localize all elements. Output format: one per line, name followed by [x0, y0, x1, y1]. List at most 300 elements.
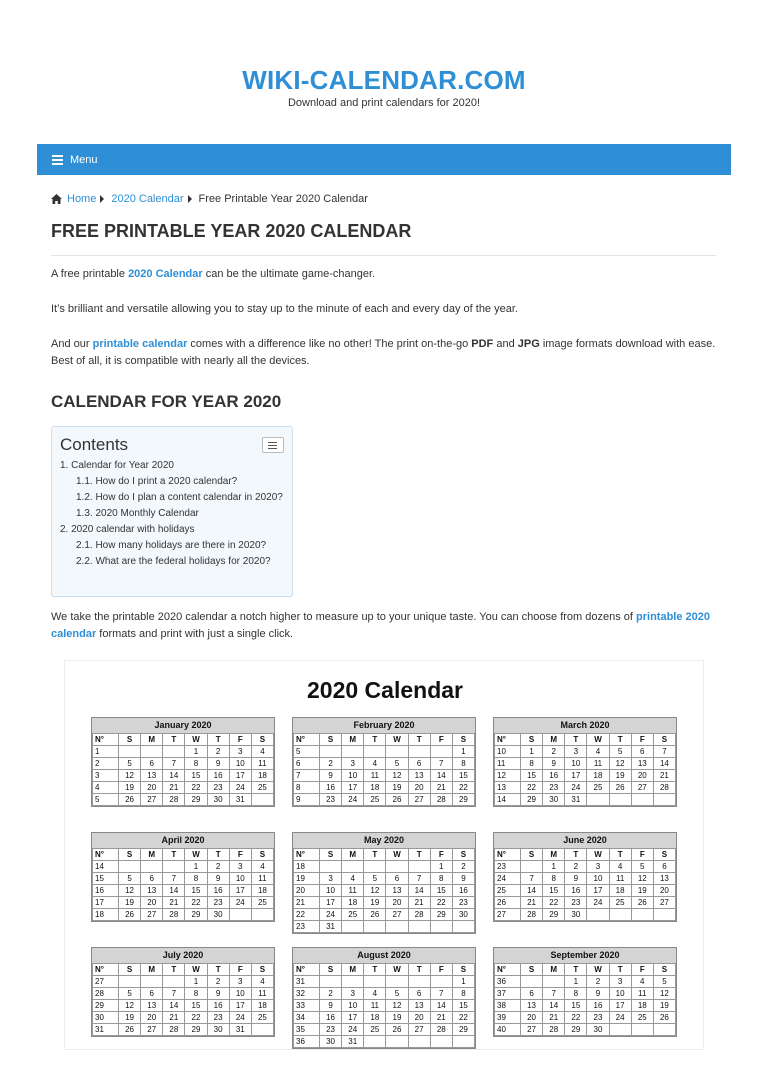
week-number-cell: 14	[93, 861, 119, 873]
toc-item[interactable]: 1. Calendar for Year 2020	[60, 460, 174, 471]
day-cell: 19	[386, 782, 408, 794]
weekday-header: S	[119, 734, 141, 746]
day-cell: 5	[653, 976, 675, 988]
day-cell: 14	[408, 885, 430, 897]
day-cell: 25	[364, 794, 386, 806]
week-number-cell: 31	[294, 976, 320, 988]
day-cell: 25	[364, 1024, 386, 1036]
day-cell: 19	[364, 897, 386, 909]
weekday-header: T	[207, 964, 229, 976]
day-cell: 17	[229, 1000, 251, 1012]
week-number-cell: 17	[93, 897, 119, 909]
week-number-cell: 7	[294, 770, 320, 782]
day-cell: 7	[408, 873, 430, 885]
day-cell: 20	[408, 1012, 430, 1024]
week-row	[495, 988, 676, 1000]
weekday-header: W	[587, 849, 609, 861]
day-cell: 27	[631, 782, 653, 794]
day-cell: 11	[364, 770, 386, 782]
day-cell: 18	[631, 1000, 653, 1012]
day-cell: 19	[631, 885, 653, 897]
day-cell	[631, 909, 653, 921]
day-cell: 23	[587, 1012, 609, 1024]
day-cell: 30	[207, 909, 229, 921]
toc-item[interactable]: 1.3. 2020 Monthly Calendar	[76, 508, 199, 519]
day-cell: 29	[543, 909, 565, 921]
weekday-header: S	[452, 734, 474, 746]
week-row	[294, 1036, 475, 1048]
day-cell: 13	[521, 1000, 543, 1012]
day-cell: 25	[251, 897, 273, 909]
week-row	[495, 758, 676, 770]
day-cell: 11	[587, 758, 609, 770]
day-cell	[141, 861, 163, 873]
day-cell: 18	[251, 770, 273, 782]
day-cell: 13	[631, 758, 653, 770]
day-cell: 9	[565, 873, 587, 885]
week-number-cell: 2	[93, 758, 119, 770]
site-description: Download and print calendars for 2020!	[287, 97, 480, 109]
day-cell	[320, 976, 342, 988]
week-row	[294, 746, 475, 758]
day-cell: 20	[386, 897, 408, 909]
day-cell: 12	[386, 1000, 408, 1012]
day-cell: 5	[119, 758, 141, 770]
toc-item[interactable]: 2.2. What are the federal holidays for 2020?	[76, 556, 271, 567]
day-cell: 12	[364, 885, 386, 897]
day-cell: 2	[320, 988, 342, 1000]
week-row	[294, 897, 475, 909]
menu-label[interactable]: Menu	[70, 153, 98, 166]
day-cell: 13	[141, 770, 163, 782]
day-cell: 23	[565, 897, 587, 909]
day-cell	[430, 976, 452, 988]
weekday-header: F	[430, 849, 452, 861]
weekday-header: S	[320, 734, 342, 746]
day-cell: 30	[452, 909, 474, 921]
weekday-header: M	[342, 849, 364, 861]
breadcrumb-home-link[interactable]: Home	[67, 193, 97, 205]
day-cell: 15	[565, 1000, 587, 1012]
day-cell: 11	[631, 988, 653, 1000]
day-cell: 1	[452, 746, 474, 758]
day-cell	[251, 794, 273, 806]
day-cell: 5	[364, 873, 386, 885]
month-table	[292, 832, 476, 934]
day-cell: 31	[320, 921, 342, 933]
day-cell: 5	[386, 988, 408, 1000]
day-cell	[141, 746, 163, 758]
day-cell: 19	[653, 1000, 675, 1012]
intro-paragraph: A free printable 2020 Calendar can be the ultimate game-changer.	[51, 268, 376, 280]
week-row	[93, 794, 274, 806]
day-cell: 26	[119, 1024, 141, 1036]
day-cell	[386, 1036, 408, 1048]
day-cell	[251, 1024, 273, 1036]
week-row	[93, 897, 274, 909]
weekday-header: M	[543, 964, 565, 976]
day-cell: 28	[430, 1024, 452, 1036]
week-row	[495, 861, 676, 873]
weekday-header: T	[565, 734, 587, 746]
day-cell: 7	[543, 988, 565, 1000]
week-row	[294, 782, 475, 794]
weekday-header: T	[207, 849, 229, 861]
day-cell: 17	[609, 1000, 631, 1012]
day-cell: 1	[452, 976, 474, 988]
day-cell: 16	[543, 770, 565, 782]
week-number-cell: 35	[294, 1024, 320, 1036]
day-cell: 28	[430, 794, 452, 806]
day-cell: 5	[119, 873, 141, 885]
day-cell	[364, 921, 386, 933]
week-number-cell: 24	[495, 873, 521, 885]
week-row	[93, 746, 274, 758]
day-cell: 16	[565, 885, 587, 897]
day-cell: 22	[185, 782, 207, 794]
day-cell: 3	[229, 976, 251, 988]
day-cell: 8	[185, 758, 207, 770]
day-cell: 9	[587, 988, 609, 1000]
day-cell: 7	[163, 988, 185, 1000]
day-cell: 22	[185, 897, 207, 909]
week-row	[294, 921, 475, 933]
day-cell: 11	[251, 988, 273, 1000]
day-cell: 14	[521, 885, 543, 897]
weekday-header: T	[163, 734, 185, 746]
week-number-cell: 29	[93, 1000, 119, 1012]
week-number-cell: 30	[93, 1012, 119, 1024]
day-cell: 23	[320, 1024, 342, 1036]
day-cell: 29	[452, 794, 474, 806]
day-cell: 25	[342, 909, 364, 921]
calendar-image[interactable]	[64, 660, 704, 1050]
day-cell: 22	[452, 782, 474, 794]
table-of-contents	[51, 426, 293, 597]
day-cell: 12	[631, 873, 653, 885]
week-number-cell: 20	[294, 885, 320, 897]
day-cell	[386, 976, 408, 988]
day-cell: 22	[430, 897, 452, 909]
day-cell: 9	[320, 1000, 342, 1012]
day-cell: 27	[141, 794, 163, 806]
week-row	[93, 1024, 274, 1036]
day-cell: 16	[320, 1012, 342, 1024]
week-number-cell: 12	[495, 770, 521, 782]
day-cell: 3	[342, 758, 364, 770]
week-row	[495, 1012, 676, 1024]
weekday-header: W	[185, 849, 207, 861]
month-name: May 2020	[293, 833, 475, 848]
day-cell: 25	[251, 782, 273, 794]
week-row	[93, 988, 274, 1000]
weekday-header: N°	[294, 734, 320, 746]
week-number-cell: 36	[294, 1036, 320, 1048]
day-cell: 3	[229, 861, 251, 873]
day-cell: 16	[207, 770, 229, 782]
day-cell	[386, 746, 408, 758]
day-cell: 16	[207, 885, 229, 897]
day-cell: 5	[119, 988, 141, 1000]
weekday-header: F	[631, 964, 653, 976]
week-row	[495, 873, 676, 885]
day-cell: 2	[207, 861, 229, 873]
toc-item[interactable]: 2. 2020 calendar with holidays	[60, 524, 195, 535]
breadcrumb-section-link[interactable]: 2020 Calendar	[111, 193, 184, 205]
week-row	[294, 1024, 475, 1036]
weekday-header: T	[364, 849, 386, 861]
day-cell	[587, 794, 609, 806]
day-cell: 7	[430, 988, 452, 1000]
day-cell: 22	[565, 1012, 587, 1024]
day-cell: 27	[408, 1024, 430, 1036]
day-cell	[587, 909, 609, 921]
day-cell: 11	[342, 885, 364, 897]
week-number-cell: 5	[294, 746, 320, 758]
weekday-header: T	[364, 964, 386, 976]
day-cell: 17	[320, 897, 342, 909]
day-cell: 9	[207, 758, 229, 770]
week-number-cell: 4	[93, 782, 119, 794]
week-number-cell: 11	[495, 758, 521, 770]
home-icon	[51, 194, 62, 204]
month-table	[91, 947, 275, 1037]
month-table	[493, 947, 677, 1037]
weekday-header: S	[653, 849, 675, 861]
weekday-header: S	[119, 964, 141, 976]
day-cell	[163, 976, 185, 988]
day-cell	[408, 921, 430, 933]
month-name: September 2020	[494, 948, 676, 963]
day-cell: 4	[251, 746, 273, 758]
calendar-image-title: 2020 Calendar	[307, 677, 463, 703]
weekday-header: T	[408, 734, 430, 746]
day-cell: 13	[141, 1000, 163, 1012]
breadcrumb	[51, 193, 368, 205]
day-cell: 28	[521, 909, 543, 921]
day-cell	[342, 861, 364, 873]
day-cell: 27	[141, 1024, 163, 1036]
day-cell: 12	[386, 770, 408, 782]
day-cell: 23	[543, 782, 565, 794]
week-row	[93, 1000, 274, 1012]
day-cell: 14	[163, 885, 185, 897]
week-number-cell: 31	[93, 1024, 119, 1036]
week-row	[495, 794, 676, 806]
weekday-header: M	[141, 734, 163, 746]
weekday-header: T	[565, 849, 587, 861]
month-name: June 2020	[494, 833, 676, 848]
week-row	[495, 885, 676, 897]
day-cell: 15	[430, 885, 452, 897]
day-cell: 30	[207, 1024, 229, 1036]
day-cell: 29	[185, 909, 207, 921]
day-cell: 12	[119, 1000, 141, 1012]
day-cell: 9	[543, 758, 565, 770]
day-cell: 29	[565, 1024, 587, 1036]
day-cell: 26	[119, 794, 141, 806]
weekday-header: S	[251, 849, 273, 861]
day-cell	[521, 976, 543, 988]
weekday-header: W	[386, 849, 408, 861]
day-cell: 27	[653, 897, 675, 909]
day-cell: 3	[609, 976, 631, 988]
week-row	[294, 909, 475, 921]
week-number-cell: 33	[294, 1000, 320, 1012]
week-number-cell: 36	[495, 976, 521, 988]
weekday-header: T	[364, 734, 386, 746]
day-cell: 23	[320, 794, 342, 806]
weekday-header: T	[163, 964, 185, 976]
day-cell	[342, 976, 364, 988]
toc-item[interactable]: 1.2. How do I plan a content calendar in 2020?	[76, 492, 283, 503]
weekday-header: N°	[294, 964, 320, 976]
list-toggle-icon[interactable]	[262, 437, 284, 453]
day-cell: 28	[163, 909, 185, 921]
day-cell: 6	[521, 988, 543, 1000]
weekday-header: F	[229, 734, 251, 746]
day-cell: 8	[185, 988, 207, 1000]
day-cell: 12	[119, 885, 141, 897]
day-cell: 16	[587, 1000, 609, 1012]
choose-formats-paragraph: We take the printable 2020 calendar a notch higher to measure up to your unique taste. You can choose from dozens of printable 2020 calendar formats and print with just a single click.	[51, 611, 710, 640]
day-cell: 2	[452, 861, 474, 873]
week-number-cell: 26	[495, 897, 521, 909]
day-cell	[430, 746, 452, 758]
day-cell: 26	[119, 909, 141, 921]
site-header	[0, 64, 768, 109]
month-name: April 2020	[92, 833, 274, 848]
day-cell	[452, 921, 474, 933]
week-number-cell: 14	[495, 794, 521, 806]
day-cell: 3	[320, 873, 342, 885]
day-cell	[229, 909, 251, 921]
day-cell: 26	[609, 782, 631, 794]
day-cell: 29	[185, 794, 207, 806]
day-cell: 9	[452, 873, 474, 885]
menu-bar[interactable]	[37, 144, 731, 175]
day-cell: 6	[141, 988, 163, 1000]
weekday-header: M	[342, 734, 364, 746]
hamburger-icon[interactable]	[52, 153, 63, 167]
day-cell: 8	[430, 873, 452, 885]
week-number-cell: 5	[93, 794, 119, 806]
day-cell: 15	[543, 885, 565, 897]
month-table	[493, 717, 677, 807]
day-cell: 10	[609, 988, 631, 1000]
day-cell	[386, 861, 408, 873]
weekday-header: N°	[495, 964, 521, 976]
day-cell: 11	[364, 1000, 386, 1012]
toc-item[interactable]: 2.1. How many holidays are there in 2020?	[76, 540, 267, 551]
weekday-header: M	[342, 964, 364, 976]
day-cell: 6	[141, 758, 163, 770]
day-cell: 20	[631, 770, 653, 782]
day-cell	[364, 861, 386, 873]
week-number-cell: 18	[93, 909, 119, 921]
weekday-header: W	[386, 964, 408, 976]
day-cell: 3	[342, 988, 364, 1000]
weekday-header: W	[587, 734, 609, 746]
week-row	[93, 770, 274, 782]
day-cell: 21	[543, 1012, 565, 1024]
day-cell: 27	[521, 1024, 543, 1036]
day-cell: 6	[408, 988, 430, 1000]
section-heading: CALENDAR FOR YEAR 2020	[51, 392, 282, 411]
month-table	[91, 832, 275, 922]
day-cell: 30	[543, 794, 565, 806]
day-cell: 23	[207, 897, 229, 909]
day-cell: 22	[521, 782, 543, 794]
day-cell: 8	[521, 758, 543, 770]
site-title[interactable]: WIKI-CALENDAR.COM	[242, 65, 526, 95]
week-number-cell: 38	[495, 1000, 521, 1012]
day-cell: 2	[207, 976, 229, 988]
day-cell	[653, 1024, 675, 1036]
day-cell: 19	[119, 897, 141, 909]
toc-item[interactable]: 1.1. How do I print a 2020 calendar?	[76, 476, 238, 487]
day-cell: 12	[609, 758, 631, 770]
week-number-cell: 21	[294, 897, 320, 909]
weekday-header: M	[543, 849, 565, 861]
day-cell: 19	[119, 782, 141, 794]
week-number-cell: 10	[495, 746, 521, 758]
printable-2020-calendar-link[interactable]: printable 2020 calendar	[51, 611, 710, 640]
week-number-cell: 23	[495, 861, 521, 873]
day-cell: 24	[342, 1024, 364, 1036]
weekday-header: S	[119, 849, 141, 861]
day-cell: 26	[386, 1024, 408, 1036]
day-cell: 3	[565, 746, 587, 758]
weekday-header: N°	[495, 849, 521, 861]
day-cell: 14	[163, 770, 185, 782]
day-cell: 24	[609, 1012, 631, 1024]
day-cell: 17	[587, 885, 609, 897]
calendar-2020-link[interactable]: 2020 Calendar	[128, 268, 203, 280]
day-cell	[653, 794, 675, 806]
day-cell: 15	[521, 770, 543, 782]
day-cell: 18	[609, 885, 631, 897]
day-cell	[342, 746, 364, 758]
day-cell: 22	[452, 1012, 474, 1024]
weekday-header: N°	[294, 849, 320, 861]
weekday-header: S	[653, 734, 675, 746]
day-cell: 19	[119, 1012, 141, 1024]
week-row	[495, 909, 676, 921]
week-number-cell: 9	[294, 794, 320, 806]
day-cell: 13	[408, 1000, 430, 1012]
weekday-header: T	[609, 849, 631, 861]
day-cell: 18	[587, 770, 609, 782]
day-cell: 4	[631, 976, 653, 988]
day-cell: 12	[119, 770, 141, 782]
day-cell	[631, 794, 653, 806]
day-cell: 20	[653, 885, 675, 897]
day-cell	[163, 861, 185, 873]
weekday-header: M	[543, 734, 565, 746]
weekday-header: S	[521, 849, 543, 861]
week-row	[93, 782, 274, 794]
printable-calendar-link[interactable]: printable calendar	[92, 338, 188, 350]
day-cell: 2	[543, 746, 565, 758]
day-cell: 6	[386, 873, 408, 885]
day-cell	[251, 909, 273, 921]
weekday-header: S	[320, 964, 342, 976]
weekday-header: M	[141, 849, 163, 861]
day-cell: 1	[185, 976, 207, 988]
weekday-header: W	[386, 734, 408, 746]
month-table	[292, 947, 476, 1049]
